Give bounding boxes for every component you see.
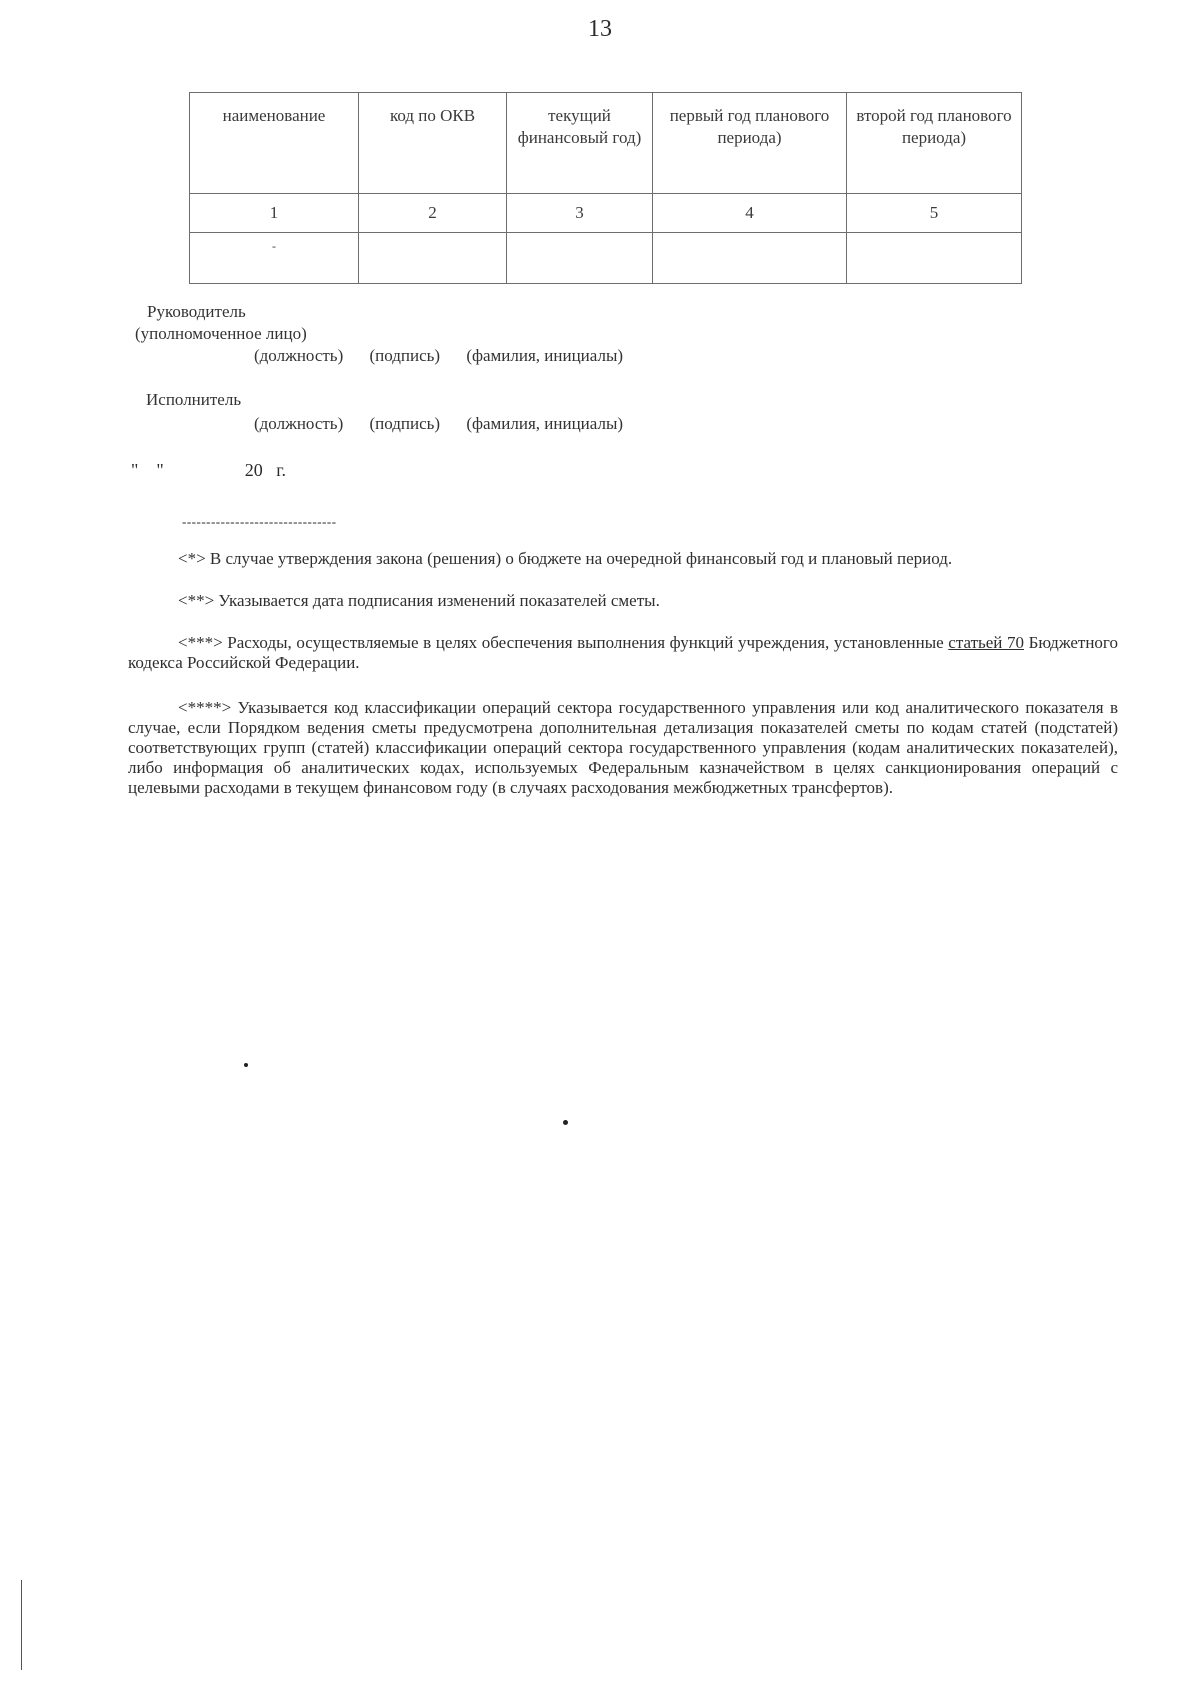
date-line: " " 20 г. <box>131 460 287 480</box>
caption-full-name: (фамилия, инициалы) <box>466 346 624 365</box>
header-second-plan-year: второй год планового периода) <box>847 93 1022 194</box>
column-number: 4 <box>653 194 847 233</box>
head-sublabel: (уполномоченное лицо) <box>135 324 307 343</box>
table-cell <box>847 233 1022 284</box>
caption-signature: (подпись) <box>369 414 441 433</box>
table-row <box>190 233 1022 284</box>
table-cell <box>507 233 653 284</box>
table-header-row <box>190 93 1022 194</box>
footnote-separator: -------------------------------- <box>182 514 337 529</box>
caption-signature: (подпись) <box>369 346 441 365</box>
table-cell <box>653 233 847 284</box>
header-first-plan-year: первый год планового периода) <box>653 93 847 194</box>
head-signature-captions <box>254 346 645 366</box>
header-name: наименование <box>190 93 359 194</box>
header-current-year: текущий финансовый год) <box>507 93 653 194</box>
page-number: 13 <box>588 16 612 42</box>
table-cell: - <box>190 233 359 284</box>
caption-position: (должность) <box>254 414 344 433</box>
article-70-link[interactable]: статьей 70 <box>948 633 1024 652</box>
scan-margin-line <box>21 1580 22 1670</box>
footnote-4: <****> Указывается код классификации операций сектора государственного управления или код аналитического показателя в случае, если Порядком ведения сметы предусмотрена дополнительная детализация показателей сметы по кодам статей (подстатей) соответствующих групп (статей) классификации операций сектора государственного управления (кодам аналитических показателей), либо информация об аналитических кодах, используемых Федеральным казначейством в целях санкционирования операций с целевыми расходами в текущем финансовом году (в случаях расходования межбюджетных трансфертов). <box>128 698 1118 797</box>
column-number: 2 <box>359 194 507 233</box>
column-number: 5 <box>847 194 1022 233</box>
head-label: Руководитель <box>147 302 246 321</box>
footnote-3 <box>128 633 1118 673</box>
table-cell <box>359 233 507 284</box>
footnote-2: <**> Указывается дата подписания изменений показателей сметы. <box>178 591 660 610</box>
caption-full-name: (фамилия, инициалы) <box>466 414 624 433</box>
column-number: 3 <box>507 194 653 233</box>
header-okv-code: код по ОКВ <box>359 93 507 194</box>
executor-signature-captions <box>254 414 645 434</box>
column-number-row <box>190 194 1022 233</box>
executor-label: Исполнитель <box>146 390 242 409</box>
scan-speck <box>563 1120 568 1125</box>
scan-speck <box>244 1063 248 1067</box>
footnote-3-text: <***> Расходы, осуществляемые в целях обеспечения выполнения функций учреждения, установленные <box>178 633 949 652</box>
expense-table <box>189 92 1022 284</box>
footnote-3-text-end: Бюджетного кодекса Российской Федерации. <box>128 633 1118 672</box>
footnote-1: <*> В случае утверждения закона (решения) о бюджете на очередной финансовый год и плановый период. <box>178 549 953 568</box>
column-number: 1 <box>190 194 359 233</box>
caption-position: (должность) <box>254 346 344 365</box>
